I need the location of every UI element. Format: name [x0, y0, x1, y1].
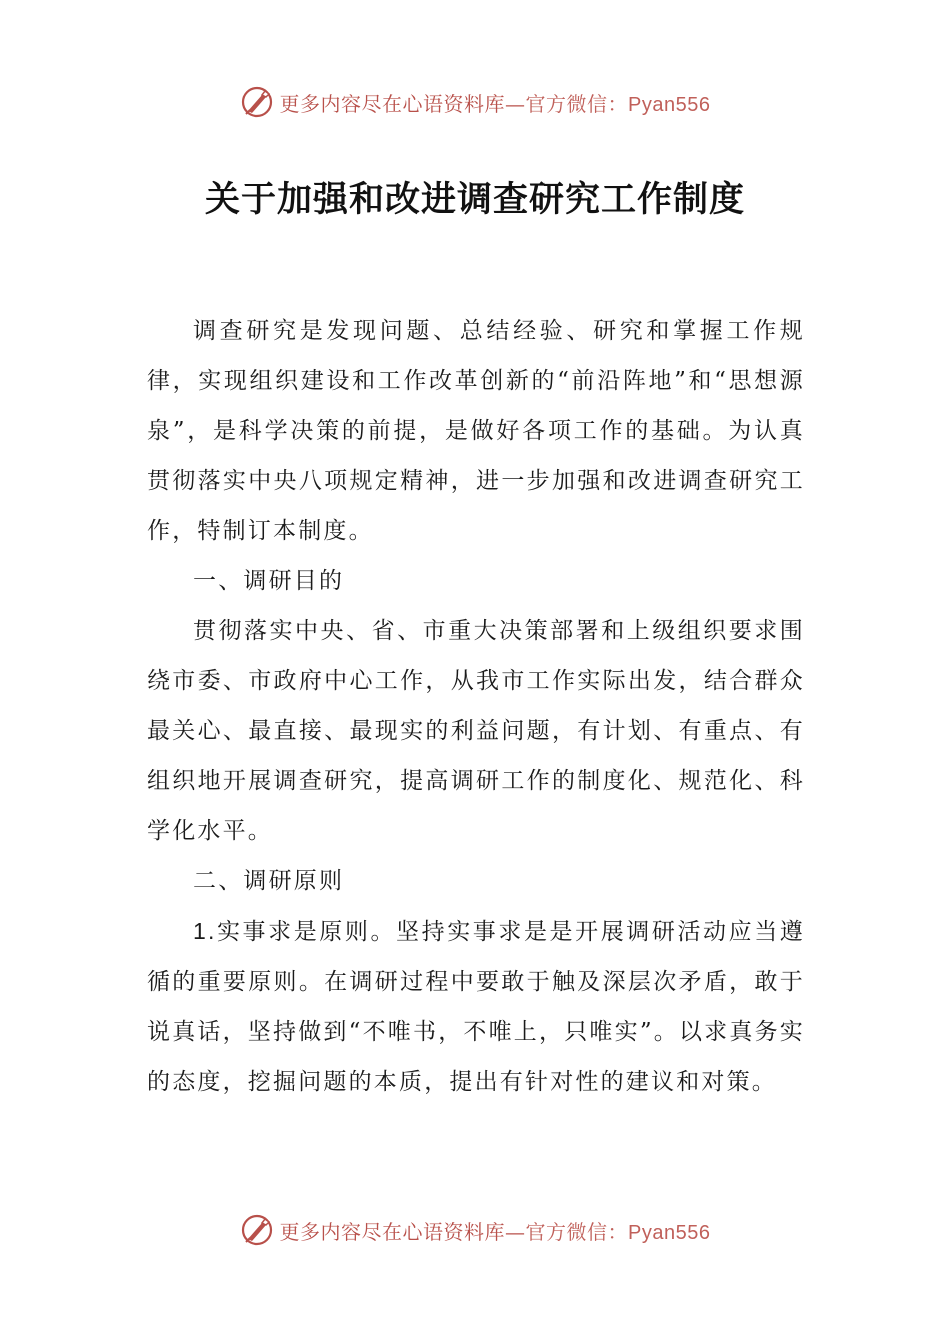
watermark-wechat-label: 官方微信： [525, 1219, 629, 1244]
watermark-dash: — [505, 1219, 526, 1244]
watermark-text [280, 1216, 711, 1245]
document-title: 关于加强和改进调查研究工作制度 [204, 180, 745, 220]
section1-heading: 一、调研目的 [193, 568, 345, 594]
pen-circle-logo-icon [240, 1213, 274, 1247]
watermark-main-text: 更多内容尽在心语资料库 [279, 1219, 506, 1244]
watermark-main-text: 更多内容尽在心语资料库 [279, 91, 506, 116]
principle1-text: 实事求是原则。坚持实事求是是开展调研活动应当遵循的重要原则。在调研过程中要敢于触及深层次矛盾，敢于说真话，坚持做到“不唯书，不唯上，只唯实”。以求真务实的态度，挖掘问题的本质，提出有针对性的建议和对策。 [147, 919, 805, 1095]
watermark-wechat-label: 官方微信： [525, 91, 629, 116]
section1-paragraph: 贯彻落实中央、省、市重大决策部署和上级组织要求围绕市委、市政府中心工作，从我市工作实际出发，结合群众最关心、最直接、最现实的利益问题，有计划、有重点、有组织地开展调查研究，提高调研工作的制度化、规范化、科学化水平。 [147, 618, 805, 844]
principle1-number: 1. [193, 918, 217, 944]
pen-circle-logo-icon [240, 85, 274, 119]
footer-watermark-banner [0, 1208, 950, 1252]
intro-paragraph: 调查研究是发现问题、总结经验、研究和掌握工作规律，实现组织建设和工作改革创新的“前沿阵地”和“思想源泉”，是科学决策的前提，是做好各项工作的基础。为认真贯彻落实中央八项规定精神，进一步加强和改进调查研究工作，特制订本制度。 [147, 318, 805, 544]
principle1-paragraph [147, 906, 805, 1107]
header-watermark-banner [0, 80, 950, 124]
document-body [147, 306, 805, 1107]
watermark-text [280, 88, 711, 117]
watermark-wechat-id: Pyan556 [628, 93, 711, 116]
watermark-dash: — [505, 91, 526, 116]
watermark-wechat-id: Pyan556 [628, 1221, 711, 1244]
section2-heading: 二、调研原则 [193, 868, 345, 894]
